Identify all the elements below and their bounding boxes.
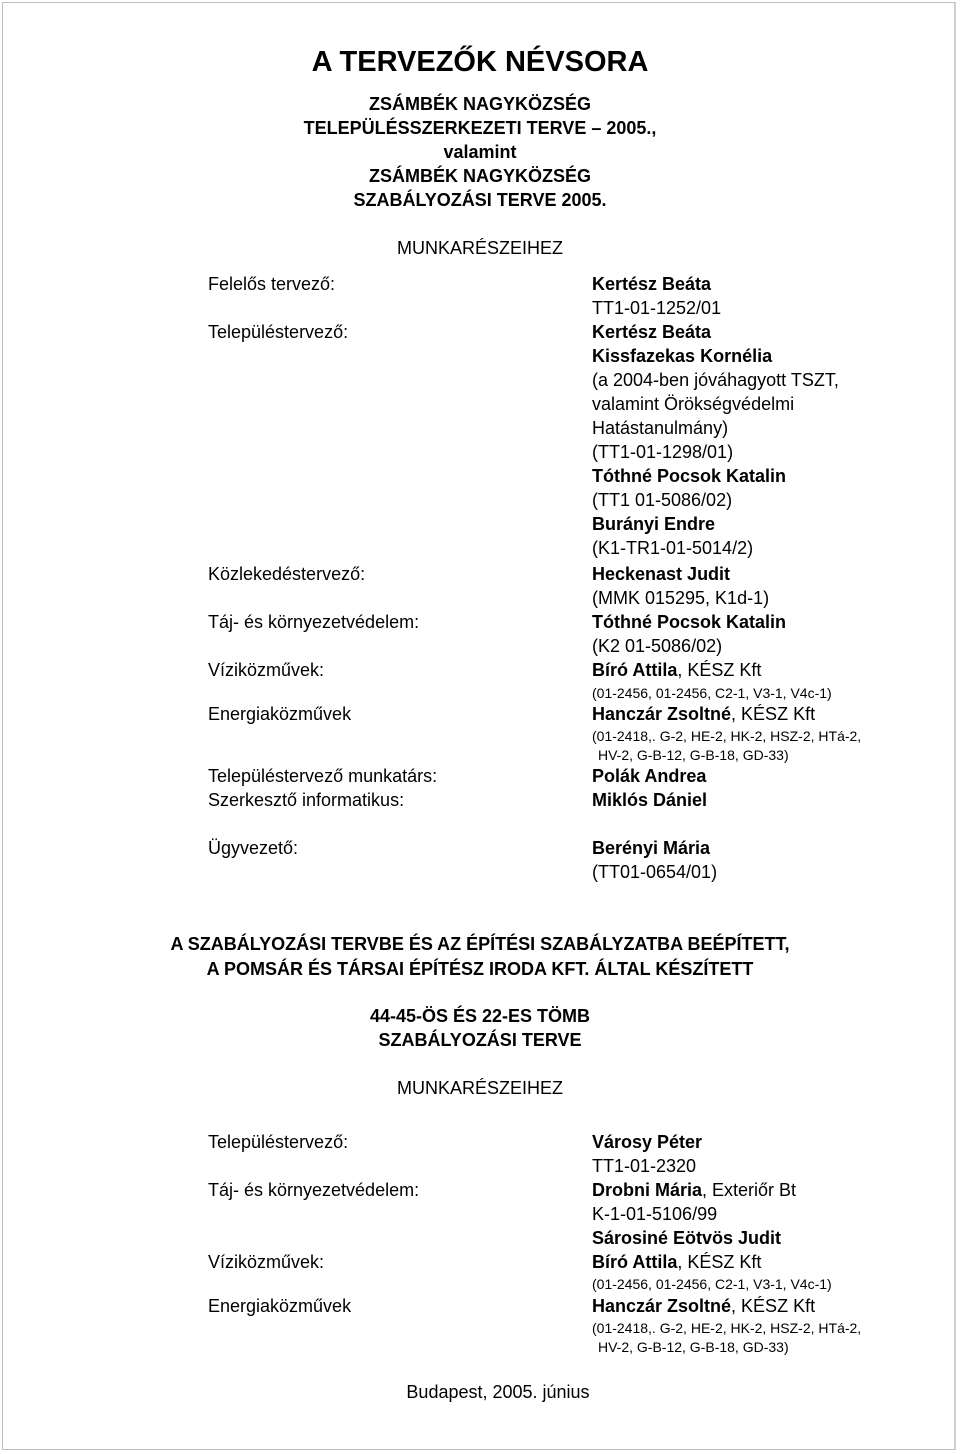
role-label: Szerkesztő informatikus: [208,790,405,810]
registration-number: (TT01-0654/01) [592,862,718,882]
designer-entry [592,705,815,723]
registration-number: (TT1-01-1298/01) [592,442,734,462]
subtitle-line: ZSÁMBÉK NAGYKÖZSÉG [368,94,591,114]
designer-entry [592,1181,796,1199]
subtitle-line: SZABÁLYOZÁSI TERVE 2005. [353,190,607,210]
designer-entry [592,613,786,631]
entry-note: valamint Örökségvédelmi [592,394,795,414]
designer-entry [592,1229,781,1247]
designer-name: Sárosiné Eötvös Judit [592,1228,782,1248]
designer-entry [592,661,761,679]
designer-name: Bíró Attila [592,1252,678,1272]
designer-entry [592,565,730,583]
designer-entry [592,1133,702,1151]
designer-name: Hanczár Zsoltné [592,704,732,724]
role-label: Településtervező: [208,322,349,342]
designer-entry [592,323,711,341]
designer-entry [592,1253,761,1271]
registration-number: (MMK 015295, K1d-1) [592,588,770,608]
designer-name: Városy Péter [592,1132,703,1152]
designer-entry [592,515,715,533]
role-label: Közlekedéstervező: [208,564,366,584]
entry-note: Hatástanulmány) [592,418,729,438]
designer-name: Tóthné Pocsok Katalin [592,612,787,632]
registration-number: K-1-01-5106/99 [592,1204,718,1224]
subtitle-line: valamint [443,142,517,162]
designer-name: Kertész Beáta [592,274,712,294]
designer-name: Hanczár Zsoltné [592,1296,732,1316]
role-label: Településtervező: [208,1132,349,1152]
company-name: , KÉSZ Kft [731,704,816,724]
designer-name: Berényi Mária [592,838,711,858]
company-name: , KÉSZ Kft [731,1296,816,1316]
designer-entry [592,791,707,809]
role-label: Táj- és környezetvédelem: [208,1180,420,1200]
license-codes: (01-2418,. G-2, HE-2, HK-2, HSZ-2, HTá-2, [592,728,862,744]
license-codes: (01-2456, 01-2456, C2-1, V3-1, V4c-1) [592,1276,832,1292]
company-name: , KÉSZ Kft [677,660,762,680]
designer-name: Heckenast Judit [592,564,731,584]
designer-name: Drobni Mária [592,1180,703,1200]
designer-name: Burányi Endre [592,514,716,534]
role-label: Felelős tervező: [208,274,336,294]
registration-number: TT1-01-1252/01 [592,298,722,318]
statement-line: A POMSÁR ÉS TÁRSAI ÉPÍTÉSZ IRODA KFT. ÁLTAL KÉSZÍTETT [206,959,754,979]
role-label: Energiaközművek [208,704,352,724]
registration-number: (K2 01-5086/02) [592,636,723,656]
company-name: , Exteriőr Bt [702,1180,797,1200]
entry-note: (a 2004-ben jóváhagyott TSZT, [592,370,839,390]
license-codes: (01-2456, 01-2456, C2-1, V3-1, V4c-1) [592,685,832,701]
license-codes: HV-2, G-B-12, G-B-18, GD-33) [598,747,789,763]
block-title-line: SZABÁLYOZÁSI TERVE [378,1030,582,1050]
block-title-line: 44-45-ÖS ÉS 22-ES TÖMB [369,1006,591,1026]
designer-entry [592,347,772,365]
designer-entry [592,1297,815,1315]
role-label: Víziközművek: [208,1252,325,1272]
registration-number: (TT1 01-5086/02) [592,490,733,510]
designer-name: Tóthné Pocsok Katalin [592,466,787,486]
subtitle-line: ZSÁMBÉK NAGYKÖZSÉG [368,166,591,186]
role-label: Táj- és környezetvédelem: [208,612,420,632]
designer-name: Bíró Attila [592,660,678,680]
designer-entry [592,767,706,785]
statement-line: A SZABÁLYOZÁSI TERVBE ÉS AZ ÉPÍTÉSI SZABÁLYZATBA BEÉPÍTETT, [170,934,790,954]
registration-number: TT1-01-2320 [592,1156,697,1176]
designer-entry [592,467,786,485]
designer-name: Polák Andrea [592,766,707,786]
role-label: Ügyvezető: [208,838,299,858]
section-header: MUNKARÉSZEIHEZ [396,1078,564,1098]
page-border [2,2,956,1450]
license-codes: (01-2418,. G-2, HE-2, HK-2, HSZ-2, HTá-2, [592,1320,862,1336]
section-header: MUNKARÉSZEIHEZ [396,238,564,258]
company-name: , KÉSZ Kft [677,1252,762,1272]
document-title: A TERVEZŐK NÉVSORA [311,46,649,78]
designer-name: Miklós Dániel [592,790,708,810]
role-label: Víziközművek: [208,660,325,680]
designer-entry [592,275,711,293]
role-label: Energiaközművek [208,1296,352,1316]
subtitle-line: TELEPÜLÉSSZERKEZETI TERVE – 2005., [303,118,657,138]
license-codes: HV-2, G-B-12, G-B-18, GD-33) [598,1339,789,1355]
role-label: Településtervező munkatárs: [208,766,438,786]
designer-name: Kertész Beáta [592,322,712,342]
designer-name: Kissfazekas Kornélia [592,346,773,366]
place-date: Budapest, 2005. június [406,1382,590,1402]
designer-entry [592,839,710,857]
registration-number: (K1-TR1-01-5014/2) [592,538,754,558]
